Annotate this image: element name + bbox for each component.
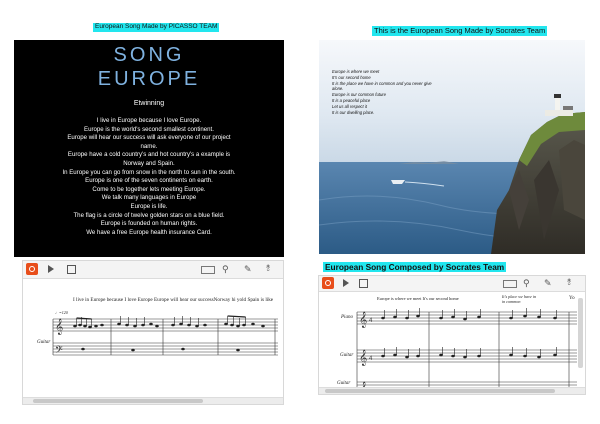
play-icon[interactable]: [343, 279, 349, 287]
staff-system: [23, 311, 283, 401]
song-poster: [14, 40, 284, 257]
app-logo-icon[interactable]: [322, 277, 334, 289]
lyric-line: Norway and Spain.: [123, 159, 175, 167]
battery-icon: [201, 266, 215, 274]
lyric-line: name.: [140, 142, 158, 150]
staff-label-guitar: Guitar: [340, 353, 354, 358]
score-lyric-right: in common: [502, 299, 521, 304]
play-icon[interactable]: [48, 265, 54, 273]
lyric-line: In Europe you can go from snow in the north to sun in the south.: [62, 168, 236, 176]
scrollbar-thumb[interactable]: [33, 399, 203, 403]
caption-picasso: European Song Made by PICASSO TEAM: [95, 23, 218, 30]
coastal-lighthouse-photo: [319, 40, 585, 254]
staff-label-piano: Piano: [341, 315, 353, 320]
score-lyric-far: Yo: [569, 296, 575, 301]
svg-text:𝄞: 𝄞: [359, 311, 368, 327]
photo-poem: [332, 69, 452, 115]
battery-icon: [503, 280, 517, 288]
score-toolbar: [319, 276, 585, 292]
poem-line: It is a peaceful place: [332, 97, 371, 103]
pin-icon[interactable]: ⥉: [567, 277, 572, 287]
score-editor-picasso: [22, 260, 284, 405]
svg-text:𝄢: 𝄢: [55, 344, 63, 358]
poem-line: It is the place we have in common and you never give: [332, 80, 432, 86]
lyric-line: Europe is one of the seven continents on earth.: [85, 177, 213, 185]
staff-system: [319, 302, 581, 394]
stop-icon[interactable]: [67, 265, 76, 274]
staff-label-guitar: Guitar: [337, 381, 351, 386]
lyric-line: Europe will hear our success will ask everyone of our project: [67, 134, 231, 142]
lyric-line: We have a free Europe health insurance Card.: [86, 228, 212, 236]
poem-line: alone.: [332, 86, 344, 92]
lyric-line: I live in Europe because I love Europe.: [96, 117, 202, 124]
svg-text:4: 4: [369, 318, 373, 324]
poem-line: It's our second home: [332, 74, 371, 80]
pen-icon[interactable]: ✎: [544, 278, 552, 288]
lyric-line: We talk many languages in Europe: [101, 194, 197, 202]
lyric-line: The flag is a circle of twelve golden stars on a blue field.: [73, 211, 225, 219]
poster-title-song: SONG: [113, 44, 185, 66]
scrollbar-thumb[interactable]: [325, 389, 555, 393]
score-lyric-line: I live in Europe because I love Europe Europe will hear our successNorway hi yold Spain is like: [73, 297, 274, 303]
poster-subtitle: Etwinning: [133, 100, 165, 107]
lyric-line: Europe is founded on human rights.: [100, 220, 198, 228]
app-logo-icon[interactable]: [26, 263, 38, 275]
poem-line: Let us all respect it: [332, 103, 367, 109]
lyric-line: Europe is the world's second smallest continent.: [84, 125, 214, 133]
svg-text:4: 4: [369, 356, 373, 362]
staff-label-guitar: Guitar: [37, 340, 51, 345]
score-toolbar: [23, 261, 283, 279]
zoom-icon[interactable]: ⚲: [222, 264, 229, 274]
score-editor-socrates: [318, 275, 586, 395]
pen-icon[interactable]: ✎: [244, 264, 252, 274]
caption-socrates-made: This is the European Song Made by Socrates Team: [374, 26, 546, 35]
score-lyric-right: It's place we have in: [502, 294, 537, 299]
horizontal-scrollbar[interactable]: [319, 387, 585, 394]
pin-icon[interactable]: ⥉: [266, 263, 271, 273]
poem-line: Europe is where we meet: [332, 69, 380, 74]
lyric-line: Europe have a cold country's and hot country's a example is: [67, 151, 231, 159]
vertical-scrollbar[interactable]: [578, 298, 583, 368]
caption-socrates-composed: European Song Composed by Socrates Team: [325, 262, 505, 272]
svg-text:𝄞: 𝄞: [55, 318, 64, 334]
poster-lyrics: [24, 117, 274, 237]
tempo-mark: ♩=120: [55, 310, 68, 315]
poem-line: It is our dwelling place.: [332, 109, 375, 115]
score-lyric-line: Europe is where we meet It's our second home: [377, 296, 459, 301]
poem-line: Europe is our common future: [332, 92, 386, 98]
lyric-line: Europe is life.: [130, 202, 168, 210]
poster-title-europe: EUROPE: [97, 68, 201, 90]
stop-icon[interactable]: [359, 279, 368, 288]
horizontal-scrollbar[interactable]: [23, 397, 283, 404]
svg-text:𝄞: 𝄞: [359, 349, 368, 365]
lyric-line: Come to be together lets meeting Europe.: [92, 185, 206, 193]
zoom-icon[interactable]: ⚲: [523, 278, 530, 288]
